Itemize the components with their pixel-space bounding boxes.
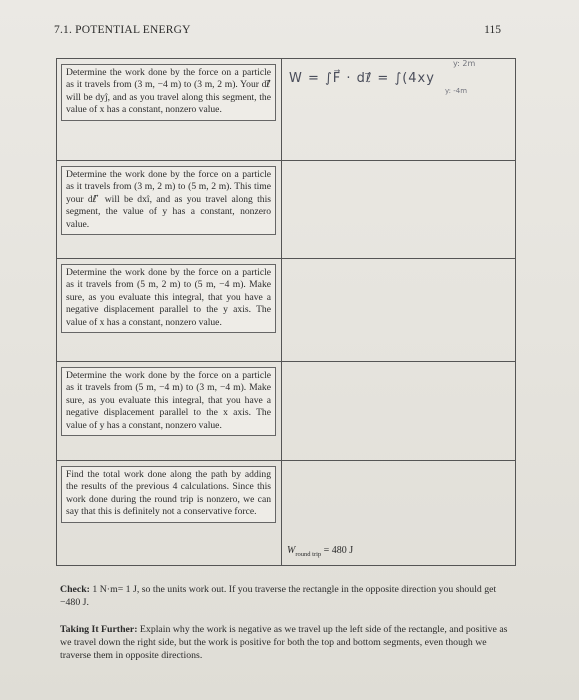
- handwritten-limit-lower: y: -4m: [445, 87, 468, 95]
- question-box: Determine the work done by the force on a particle as it travels from (3 m, 2 m) to (5 m, 2 m). This time your dℓ⃗ will be dxî, and as you travel along this segment, the value of y has a constant, nonzero value.: [61, 166, 276, 235]
- column-divider: [281, 362, 282, 460]
- question-box: Determine the work done by the force on a particle as it travels from (3 m, −4 m) to (3 m, 2 m). Your dℓ⃗ will be dyĵ, and as you travel along this segment, the value of x has a constant, nonzero value.: [61, 64, 276, 121]
- handwritten-answer: [287, 59, 515, 95]
- table-row: [57, 461, 515, 565]
- table-row: [57, 259, 515, 362]
- table-row: [57, 362, 515, 461]
- result-subscript: round trip: [295, 551, 322, 558]
- result-value: = 480 J: [321, 545, 354, 556]
- result-symbol: W: [287, 545, 296, 556]
- page-number: 115: [484, 24, 501, 36]
- further-text: Explain why the work is negative as we travel up the left side of the rectangle, and positive as we travel down the right side, but the work is positive for both the top and bottom segments, even though we traverse them in opposite directions.: [60, 624, 508, 661]
- taking-it-further-paragraph: [60, 623, 512, 662]
- check-paragraph: [60, 583, 512, 609]
- table-row: [57, 59, 515, 161]
- round-trip-result: [287, 545, 353, 558]
- column-divider: [281, 161, 282, 258]
- question-box: Find the total work done along the path by adding the results of the previous 4 calculations. Since this work done during the round trip is nonzero, we can say that this is definitely not a conservative force.: [61, 466, 276, 523]
- handwritten-limit-upper: y: 2m: [453, 59, 476, 68]
- question-box: Determine the work done by the force on a particle as it travels from (5 m, −4 m) to (3 m, −4 m). Make sure, as you evaluate this integral, that you have a negative displacement parallel to the x axis. The value of y has a constant, nonzero value.: [61, 367, 276, 436]
- column-divider: [281, 259, 282, 361]
- column-divider: [281, 59, 282, 160]
- worksheet-table: [56, 58, 516, 566]
- column-divider: [281, 461, 282, 565]
- check-text: 1 N·m= 1 J, so the units work out. If you traverse the rectangle in the opposite direction you should get −480 J.: [60, 584, 497, 608]
- handwritten-equation: W = ∫F⃗ · dℓ⃗ = ∫(4xy: [289, 71, 435, 86]
- check-label: Check:: [60, 584, 90, 595]
- section-header: 7.1. POTENTIAL ENERGY: [54, 24, 191, 36]
- table-row: [57, 161, 515, 259]
- further-label: Taking It Further:: [60, 624, 138, 635]
- question-box: Determine the work done by the force on a particle as it travels from (5 m, 2 m) to (5 m, −4 m). Make sure, as you evaluate this integral, that you have a negative displacement parallel to the y axis. The value of x has a constant, nonzero value.: [61, 264, 276, 333]
